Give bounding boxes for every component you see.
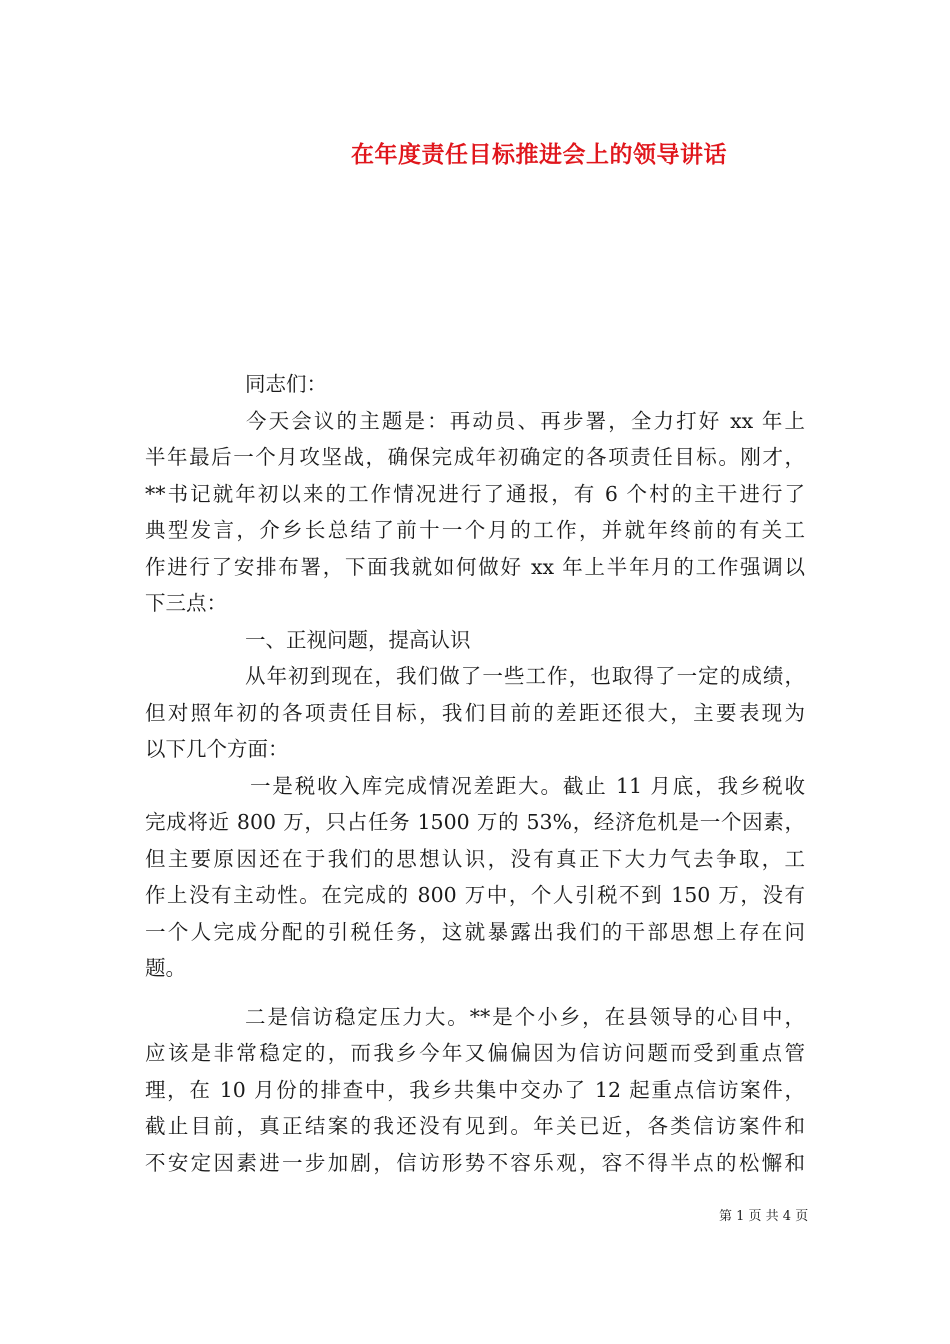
paragraph-gap (145, 987, 805, 999)
document-body (145, 366, 805, 1181)
paragraph-1 (145, 658, 805, 768)
text-line: 理，在 10 月份的排查中，我乡共集中交办了 12 起重点信访案件， (145, 1077, 805, 1102)
text-line: 但主要原因还在于我们的思想认识，没有真正下大力气去争取，工 (145, 846, 805, 871)
text-line: 截止目前，真正结案的我还没有见到。年关已近，各类信访案件和 (145, 1114, 805, 1138)
text-line: 从年初到现在，我们做了一些工作，也取得了一定的成绩， (245, 664, 805, 688)
text-line: 今天会议的主题是：再动员、再步署，全力打好 xx 年上 (246, 408, 805, 433)
text-line: 一个人完成分配的引税任务，这就暴露出我们的干部思想上存在问 (145, 919, 805, 944)
paragraph-intro (145, 403, 805, 622)
paragraph-2 (145, 768, 805, 987)
text-line: 不安定因素进一步加剧，信访形势不容乐观，容不得半点的松懈和 (145, 1150, 805, 1175)
text-line: 但对照年初的各项责任目标，我们目前的差距还很大，主要表现为 (145, 700, 805, 725)
text-line: 二是信访稳定压力大。**是个小乡，在县领导的心目中， (245, 1004, 805, 1029)
text-line: 半年最后一个月攻坚战，确保完成年初确定的各项责任目标。刚才， (145, 445, 805, 469)
page-number-footer: 第 1 页 共 4 页 (719, 1209, 809, 1224)
paragraph-3 (145, 999, 805, 1182)
text-line: 作上没有主动性。在完成的 800 万中，个人引税不到 150 万，没有 (145, 883, 805, 907)
heading-line: 一、正视问题，提高认识 (245, 627, 471, 652)
document-title: 在年度责任目标推进会上的领导讲话 (351, 141, 727, 168)
text-line: 下三点： (145, 591, 227, 615)
section-heading (145, 622, 805, 659)
text-line: 完成将近 800 万，只占任务 1500 万的 53%，经济危机是一个因素， (145, 810, 805, 834)
text-line: 题。 (145, 956, 186, 980)
text-line: 典型发言，介乡长总结了前十一个月的工作，并就年终前的有关工 (145, 518, 805, 542)
text-line: 应该是非常稳定的，而我乡今年又偏偏因为信访问题而受到重点管 (145, 1041, 805, 1065)
text-line: 作进行了安排布署，下面我就如何做好 xx 年上半年月的工作强调以 (145, 554, 805, 579)
text-line: **书记就年初以来的工作情况进行了通报，有 6 个村的主干进行了 (145, 481, 805, 506)
salutation: 同志们： (245, 372, 327, 396)
text-line: 以下几个方面： (145, 737, 289, 761)
text-line: 一是税收入库完成情况差距大。截止 11 月底，我乡税收 (250, 773, 805, 798)
